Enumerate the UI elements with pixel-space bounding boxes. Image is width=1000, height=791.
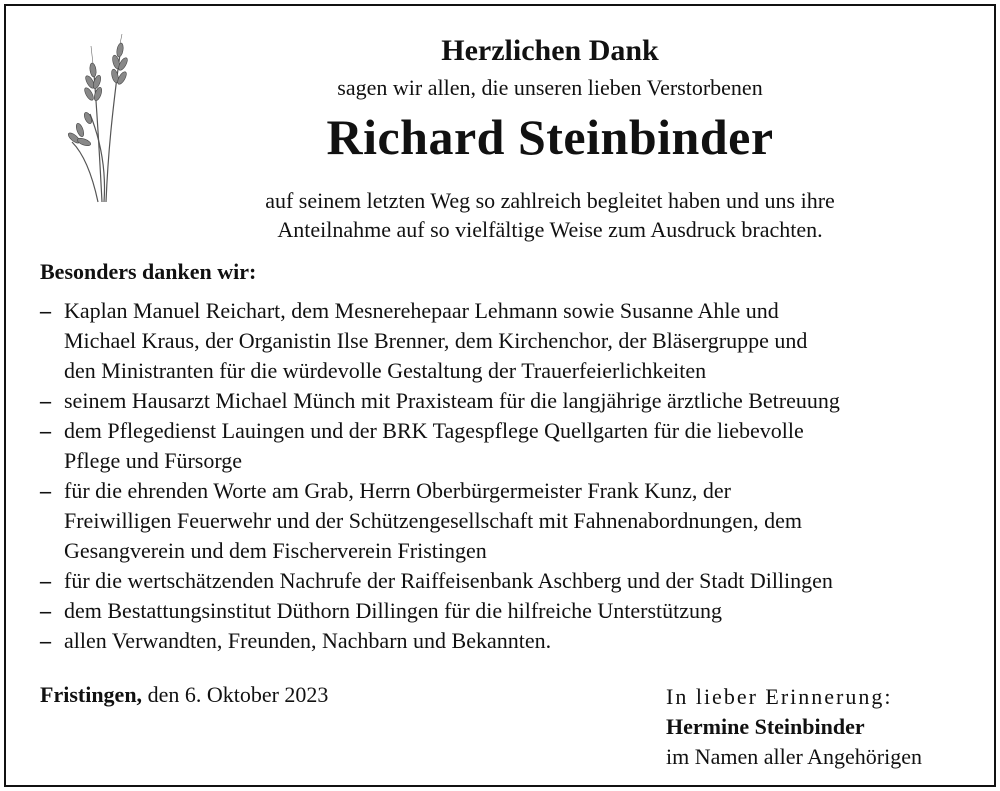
description — [146, 186, 954, 244]
list-item-line: für die ehrenden Worte am Grab, Herrn Oberbürgermeister Frank Kunz, der — [64, 478, 731, 503]
header — [146, 32, 954, 168]
dash-bullet: – — [40, 298, 51, 323]
place-date — [40, 682, 328, 708]
signer-note: im Namen aller Angehörigen — [666, 744, 922, 769]
list-item-line: Michael Kraus, der Organistin Ilse Brenner, dem Kirchenchor, der Bläsergruppe und — [64, 328, 808, 353]
description-line: auf seinem letzten Weg so zahlreich begleitet haben und uns ihre — [265, 188, 835, 213]
list-item — [40, 416, 970, 476]
dash-bullet: – — [40, 568, 51, 593]
dash-bullet: – — [40, 628, 51, 653]
dash-bullet: – — [40, 388, 51, 413]
place: Fristingen, — [40, 682, 143, 707]
memory-line: In lieber Erinnerung: — [666, 684, 893, 709]
list-item — [40, 626, 970, 656]
list-item-line: seinem Hausarzt Michael Münch mit Praxisteam für die langjährige ärztliche Betreuung — [64, 388, 840, 413]
description-line: Anteilnahme auf so vielfältige Weise zum Ausdruck brachten. — [277, 217, 823, 242]
dash-bullet: – — [40, 478, 51, 503]
thanks-list — [40, 296, 970, 656]
date: den 6. Oktober 2023 — [147, 682, 329, 707]
wheat-ears-icon — [62, 34, 142, 204]
obituary-card — [4, 4, 996, 787]
list-item — [40, 476, 970, 566]
list-item-line: dem Bestattungsinstitut Düthorn Dillingen für die hilfreiche Unterstützung — [64, 598, 723, 623]
list-item — [40, 566, 970, 596]
list-item-line: für die wertschätzenden Nachrufe der Raiffeisenbank Aschberg und der Stadt Dillingen — [64, 568, 833, 593]
list-item-line: allen Verwandten, Freunden, Nachbarn und Bekannten. — [64, 628, 552, 653]
list-item-line: Gesangverein und dem Fischerverein Fristingen — [64, 538, 487, 563]
list-item — [40, 386, 970, 416]
dash-bullet: – — [40, 598, 51, 623]
intro-line: sagen wir allen, die unseren lieben Verstorbenen — [337, 75, 763, 100]
signature-block — [666, 682, 922, 772]
deceased-name: Richard Steinbinder — [326, 109, 774, 165]
list-item-line: Kaplan Manuel Reichart, dem Mesnerehepaar Lehmann sowie Susanne Ahle und — [64, 298, 779, 323]
signer-name: Hermine Steinbinder — [666, 714, 865, 739]
list-item-line: dem Pflegedienst Lauingen und der BRK Tagespflege Quellgarten für die liebevolle — [64, 418, 804, 443]
list-item-line: Freiwilligen Feuerwehr und der Schützengesellschaft mit Fahnenabordnungen, dem — [64, 508, 803, 533]
list-item — [40, 596, 970, 626]
list-item-line: Pflege und Fürsorge — [64, 448, 243, 473]
list-item — [40, 296, 970, 386]
dash-bullet: – — [40, 418, 51, 443]
page-title: Herzlichen Dank — [441, 34, 659, 67]
list-item-line: den Ministranten für die würdevolle Gestaltung der Trauerfeierlichkeiten — [64, 358, 707, 383]
thanks-heading: Besonders danken wir: — [40, 259, 257, 284]
